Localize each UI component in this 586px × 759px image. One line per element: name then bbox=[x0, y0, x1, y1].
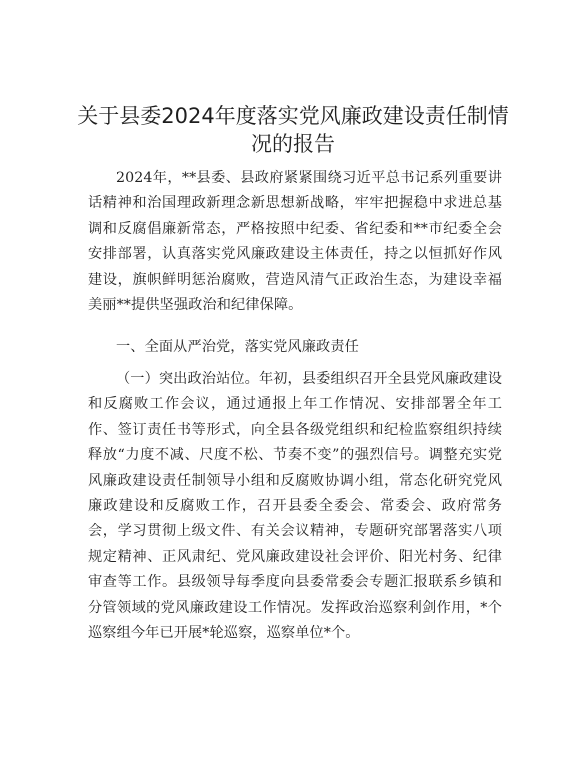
subsection-paragraph: （一）突出政治站位。年初，县委组织召开全县党风廉政建设和反腐败工作会议，通过通报上年工作情况、安排部署全年工作、签订责任书等形式，向全县各级党组织和纪检监察组织持续释放“力度不减、尺度不松、节奏不变”的强烈信号。调整充实党风廉政建设责任制领导小组和反腐败协调小组，常态化研究党风廉政建设和反腐败工作，召开县委全委会、常委会、政府常务会，学习贯彻上级文件、有关会议精神，专题研究部署落实八项规定精神、正风肃纪、党风廉政建设社会评价、阳光村务、纪律审查等工作。县级领导每季度向县委常委会专题汇报联系乡镇和分管领域的党风廉政建设工作情况。发挥政治巡察利剑作用，*个巡察组今年已开展*轮巡察，巡察单位*个。 bbox=[88, 371, 502, 642]
section-heading: 一、全面从严治党，落实党风廉政责任 bbox=[116, 339, 359, 355]
intro-paragraph: 2024年，**县委、县政府紧紧围绕习近平总书记系列重要讲话精神和治国理政新理念新思想新战略，牢牢把握稳中求进总基调和反腐倡廉新常态，严格按照中纪委、省纪委和**市纪委全会安排部署，认真落实党风廉政建设主体责任，持之以恒抓好作风建设，旗帜鲜明惩治腐败，营造风清气正政治生态，为建设幸福美丽**提供坚强政治和纪律保障。 bbox=[88, 170, 502, 314]
document-title: 关于县委2024年度落实党风廉政建设责任制情况的报告 bbox=[77, 104, 509, 156]
